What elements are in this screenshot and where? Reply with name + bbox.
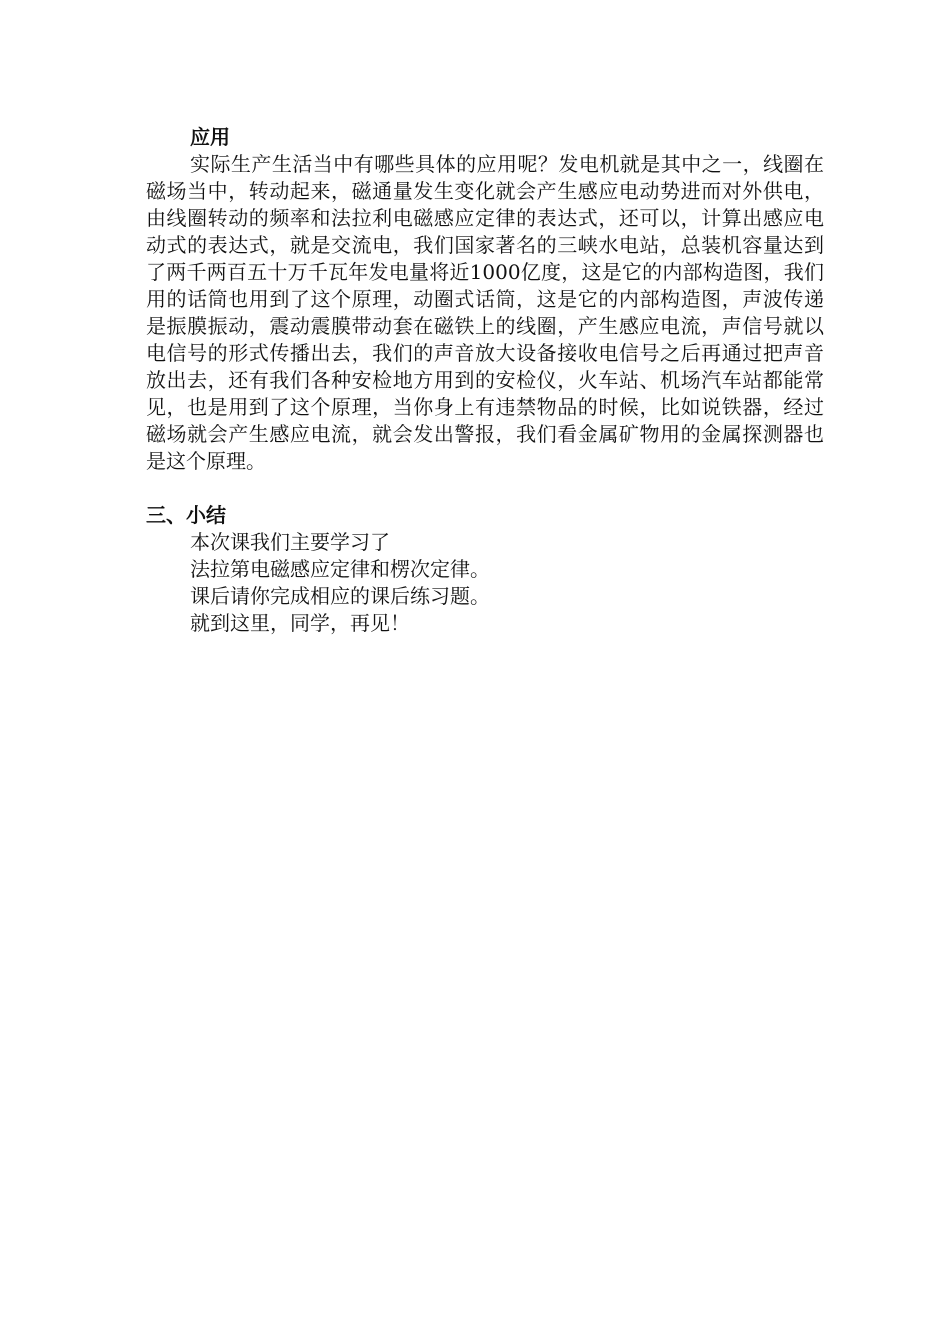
application-section (146, 124, 824, 475)
summary-line: 课后请你完成相应的课后练习题。 (190, 584, 490, 608)
document-content (146, 124, 824, 637)
section-spacer (146, 475, 824, 502)
application-heading: 应用 (190, 125, 230, 149)
summary-heading: 三、小结 (146, 503, 226, 527)
application-paragraph: 实际生产生活当中有哪些具体的应用呢？发电机就是其中之一，线圈在磁场当中，转动起来，磁通量发生变化就会产生感应电动势进而对外供电，由线圈转动的频率和法拉利电磁感应定律的表达式，还可以，计算出感应电动式的表达式，就是交流电，我们国家著名的三峡水电站，总装机容量达到了两千两百五十万千瓦年发电量将近1000亿度，这是它的内部构造图，我们用的话筒也用到了这个原理，动圈式话筒，这是它的内部构造图，声波传递是振膜振动，震动震膜带动套在磁铁上的线圈，产生感应电流，声信号就以电信号的形式传播出去，我们的声音放大设备接收电信号之后再通过把声音放出去，还有我们各种安检地方用到的安检仪，火车站、机场汽车站都能常见，也是用到了这个原理，当你身上有违禁物品的时候，比如说铁器，经过磁场就会产生感应电流，就会发出警报，我们看金属矿物用的金属探测器也是这个原理。 (146, 152, 824, 473)
summary-line: 就到这里，同学，再见！ (190, 611, 410, 635)
summary-list (146, 529, 824, 637)
summary-line: 本次课我们主要学习了 (190, 530, 390, 554)
summary-section (146, 502, 824, 637)
summary-line: 法拉第电磁感应定律和楞次定律。 (190, 557, 490, 581)
